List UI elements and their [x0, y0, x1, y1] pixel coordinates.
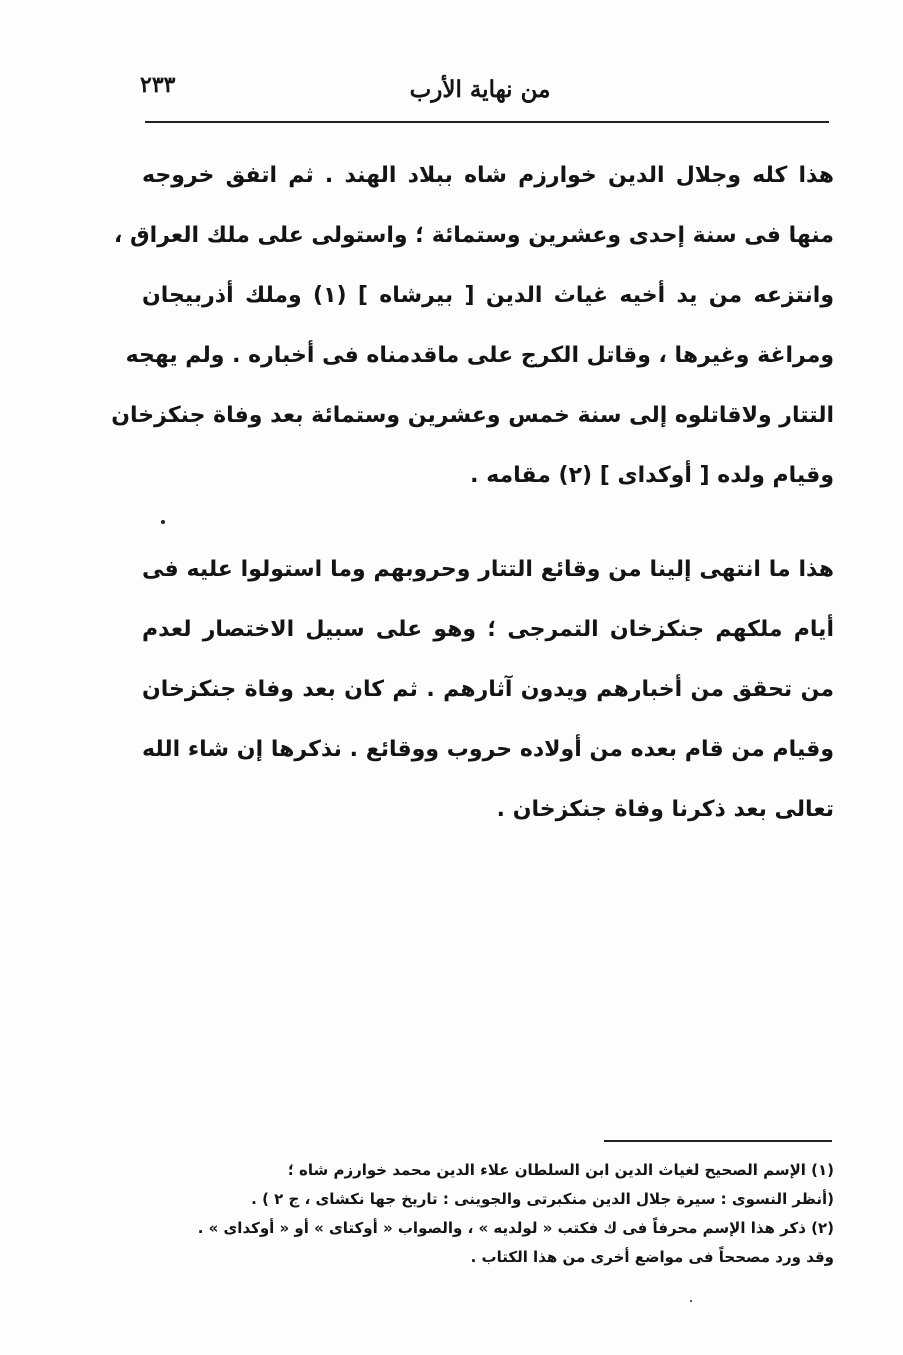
- footnote-2: (٢) ذكر هذا الإسم محرفاً فى ك فكتب « لولديه » ، والصواب « أوكتاى » أو « أوكداى » .: [197, 1219, 834, 1237]
- text-line: من تحقق من أخبارهم ويدون آثارهم . ثم كان بعد وفاة جنكزخان: [142, 677, 834, 702]
- text-line: ومراغة وغيرها ، وقاتل الكرج على ماقدمناه فى أخباره . ولم يهجه: [125, 343, 834, 368]
- text-line: وقيام من قام بعده من أولاده حروب ووقائع . نذكرها إن شاء الله: [142, 737, 834, 762]
- footnotes: [150, 1156, 834, 1272]
- text-line: تعالى بعد ذكرنا وفاة جنكزخان .: [496, 797, 834, 822]
- running-title: من نهاية الأرب: [409, 76, 551, 103]
- page-header: [140, 66, 830, 116]
- header-rule: [145, 121, 829, 123]
- text-line: وانتزعه من يد أخيه غياث الدين [ بيرشاه ] (١) وملك أذربيجان: [142, 283, 835, 308]
- text-line: أيام ملكهم جنكزخان التمرجى ؛ وهو على سبيل الاختصار لعدم: [142, 617, 834, 642]
- body-text: [111, 146, 835, 840]
- page-number: ٢٣٣: [140, 72, 176, 98]
- text-line: وقيام ولده [ أوكداى ] (٢) مقامه .: [470, 463, 834, 488]
- paragraph-1: [111, 146, 835, 506]
- paragraph-2: [142, 540, 834, 840]
- text-line: التتار ولاقاتلوه إلى سنة خمس وعشرين وستمائة بعد وفاة جنكزخان: [111, 403, 834, 428]
- text-line: هذا كله وجلال الدين خوارزم شاه ببلاد الهند . ثم اتفق خروجه: [142, 163, 834, 188]
- footnote-1: (١) الإسم الصحيح لغياث الدين ابن السلطان علاء الدين محمد خوارزم شاه ؛: [287, 1161, 834, 1179]
- footnote-rule: [604, 1140, 832, 1142]
- text-line: منها فى سنة إحدى وعشرين وستمائة ؛ واستولى على ملك العراق ،: [113, 223, 834, 248]
- footnote-1-continued: (أنظر النسوى : سيرة جلال الدين منكبرتى والجوينى : تاريخ جها نكشاى ، ج ٢ ) .: [251, 1190, 834, 1208]
- ink-speck: [161, 520, 165, 524]
- ink-speck: [690, 1300, 692, 1302]
- text-line: هذا ما انتهى إلينا من وقائع التتار وحروبهم وما استولوا عليه فى: [142, 557, 834, 582]
- footnote-2-continued: وقد ورد مصححاً فى مواضع أخرى من هذا الكتاب .: [470, 1248, 834, 1266]
